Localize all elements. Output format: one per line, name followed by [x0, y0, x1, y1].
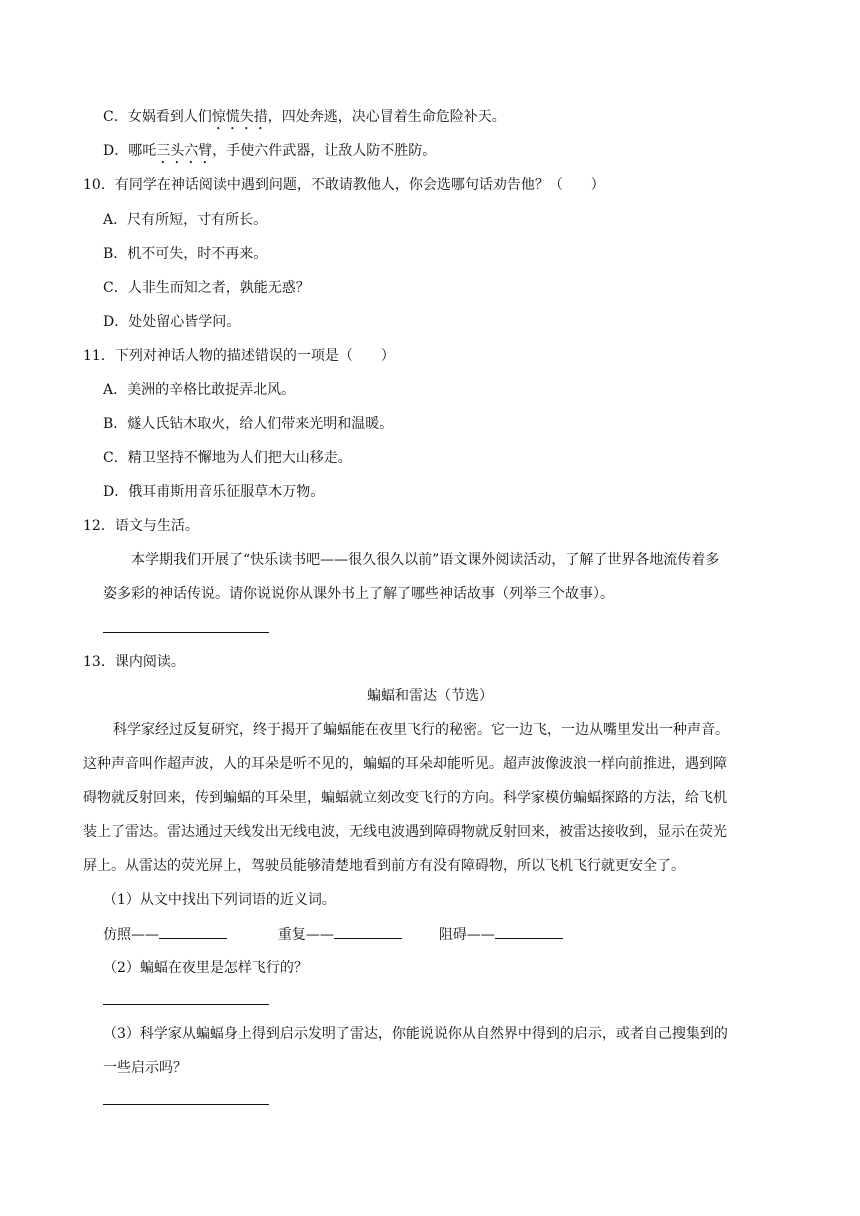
q11-option-d: D．俄耳甫斯用音乐征服草木万物。	[103, 484, 325, 500]
q10-option-a: A．尺有所短，寸有所长。	[103, 212, 268, 228]
synonym-word-3: 阻碍——	[438, 927, 495, 943]
q11-stem: 11．下列对神话人物的描述错误的一项是（ ）	[83, 348, 395, 364]
q13-stem: 13．课内阅读。	[83, 654, 185, 670]
passage-title: 蝙蝠和雷达（节选）	[367, 688, 493, 704]
synonym-blank-2[interactable]	[334, 924, 402, 939]
synonym-word-2: 重复——	[277, 927, 334, 943]
q12-paragraph-line-2: 姿多彩的神话传说。请你说说你从课外书上了解了哪些神话故事（列举三个故事）。	[103, 586, 614, 602]
q10-option-d: D．处处留心皆学问。	[103, 314, 241, 330]
q9-option-c	[103, 107, 506, 133]
synonym-word-1: 仿照——	[103, 927, 159, 943]
q13-sub2-answer-line[interactable]	[103, 1004, 269, 1005]
q12-answer-line[interactable]	[103, 632, 269, 633]
q9-option-c-rest: ，四处奔逃，决心冒着生命危险补天。	[267, 109, 506, 125]
q13-sub3-line-1: （3）科学家从蝙蝠身上得到启示发明了雷达，你能说说你从自然界中得到的启示，或者自己搜集到的	[103, 1026, 728, 1042]
synonym-blank-1[interactable]	[159, 924, 227, 939]
q13-sub2: （2）蝙蝠在夜里是怎样飞行的？	[103, 960, 308, 976]
synonym-row	[103, 924, 563, 945]
q11-option-a: A．美洲的辛格比敢捉弄北风。	[103, 382, 296, 398]
passage-line-5: 屏上。从雷达的荧光屏上，驾驶员能够清楚地看到前方有没有障碍物，所以飞机飞行就更安全了。	[83, 858, 685, 874]
q9-option-d-rest: ，手使六件武器，让敌人防不胜防。	[212, 143, 437, 159]
q9-option-c-emphasis: 惊慌失措	[211, 109, 268, 125]
passage-line-3: 碍物就反射回来，传到蝙蝠的耳朵里，蝙蝠就立刻改变飞行的方向。科学家模仿蝙蝠探路的方法，给飞机	[83, 790, 727, 806]
q12-stem: 12．语文与生活。	[83, 518, 199, 534]
q9-option-d-text: D．哪吒	[103, 143, 157, 159]
q9-option-c-text: C．女娲看到人们	[103, 109, 212, 125]
synonym-blank-3[interactable]	[495, 924, 563, 939]
q11-option-b: B．燧人氏钻木取火，给人们带来光明和温暖。	[103, 416, 394, 432]
q10-option-b: B．机不可失，时不再来。	[103, 246, 268, 262]
q13-sub3-answer-line[interactable]	[103, 1104, 269, 1105]
q13-sub3-line-2: 一些启示吗？	[103, 1060, 187, 1076]
passage-line-4: 装上了雷达。雷达通过天线发出无线电波，无线电波遇到障碍物就反射回来，被雷达接收到，显示在荧光	[83, 824, 727, 840]
q10-option-c: C．人非生而知之者，孰能无惑？	[103, 280, 310, 296]
q13-sub1: （1）从文中找出下列词语的近义词。	[103, 892, 336, 908]
q11-option-c: C．精卫坚持不懈地为人们把大山移走。	[103, 450, 352, 466]
q9-option-d	[103, 141, 436, 167]
passage-line-1: 科学家经过反复研究，终于揭开了蝙蝠能在夜里飞行的秘密。它一边飞，一边从嘴里发出一种声音。	[113, 722, 729, 738]
q9-option-d-emphasis: 三头六臂	[156, 143, 213, 159]
q12-paragraph-line-1: 本学期我们开展了“快乐读书吧——很久很久以前”语文课外阅读活动，了解了世界各地流传着多	[131, 552, 720, 568]
passage-line-2: 这种声音叫作超声波，人的耳朵是听不见的，蝙蝠的耳朵却能听见。超声波像波浪一样向前推进，遇到障	[83, 756, 727, 772]
q10-stem: 10．有同学在神话阅读中遇到问题，不敢请教他人，你会选哪句话劝告他？（ ）	[83, 177, 605, 193]
